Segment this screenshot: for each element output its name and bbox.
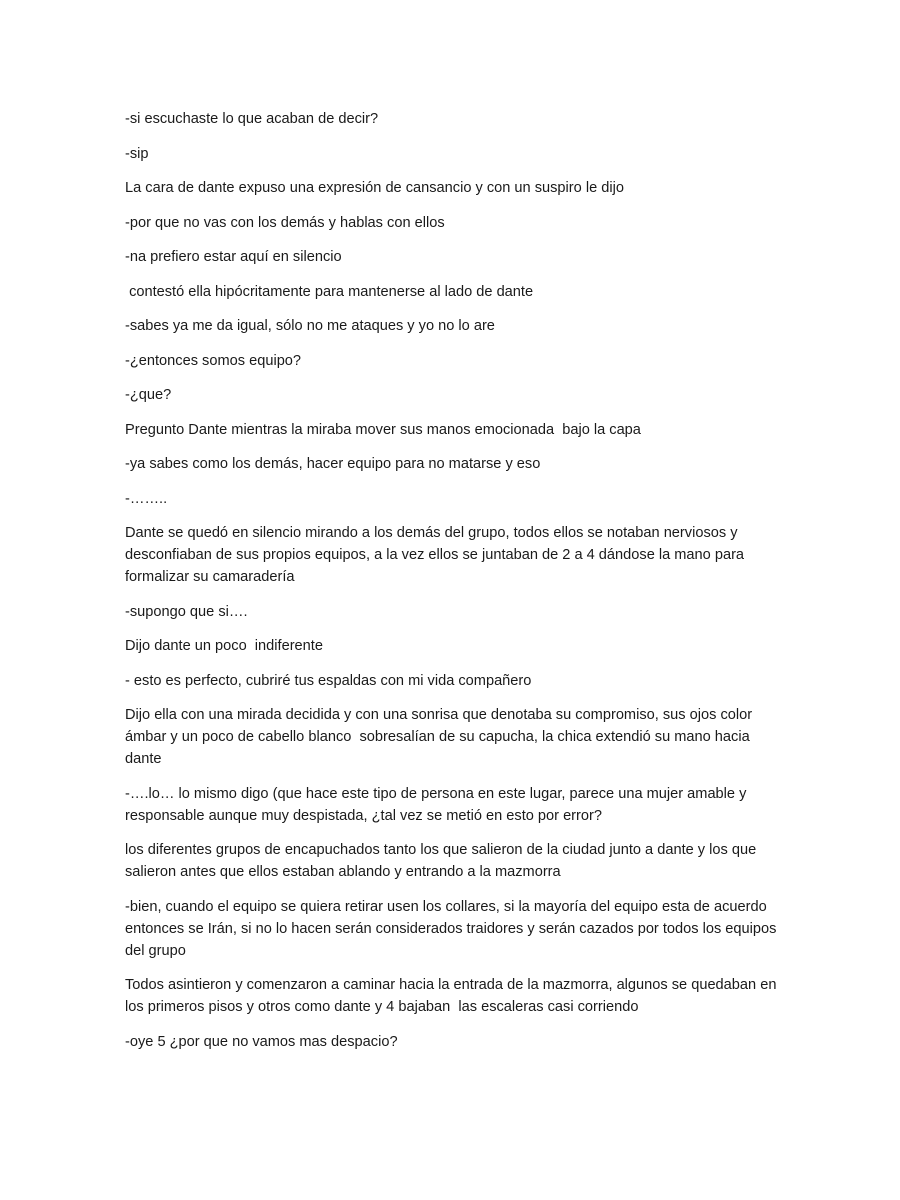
paragraph: -….lo… lo mismo digo (que hace este tipo de persona en este lugar, parece una mujer amable y responsable aunque muy despistada, ¿tal vez se metió en esto por error? [125, 785, 751, 824]
paragraph: Pregunto Dante mientras la miraba mover sus manos emocionada bajo la capa [125, 421, 641, 438]
paragraph: contestó ella hipócritamente para mantenerse al lado de dante [125, 283, 534, 300]
paragraph: -ya sabes como los demás, hacer equipo para no matarse y eso [125, 456, 541, 472]
paragraph: los diferentes grupos de encapuchados tanto los que salieron de la ciudad junto a dante y los que salieron antes que ellos estaban ablando y entrando a la mazmorra [125, 842, 761, 880]
paragraph: -na prefiero estar aquí en silencio [125, 249, 342, 265]
paragraph: -…….. [125, 490, 168, 507]
paragraph: -¿que? [125, 387, 172, 403]
paragraph: -bien, cuando el equipo se quiera retirar usen los collares, si la mayoría del equipo esta de acuerdo entonces se Irán, si no lo hacen serán considerados traidores y serán cazados por todos los equipos del grupo [125, 898, 781, 959]
paragraph: -si escuchaste lo que acaban de decir? [125, 111, 379, 127]
paragraph: La cara de dante expuso una expresión de cansancio y con un suspiro le dijo [125, 180, 624, 196]
paragraph: Dijo dante un poco indiferente [125, 638, 323, 654]
paragraph: Todos asintieron y comenzaron a caminar hacia la entrada de la mazmorra, algunos se quedaban en los primeros pisos y otros como dante y 4 bajaban las escaleras casi corriendo [125, 977, 781, 1015]
paragraph: Dante se quedó en silencio mirando a los demás del grupo, todos ellos se notaban nerviosos y desconfiaban de sus propios equipos, a la vez ellos se juntaban de 2 a 4 dándose la mano para formalizar su camaradería [125, 525, 749, 585]
document-body [125, 108, 785, 1065]
paragraph: -supongo que si…. [125, 603, 248, 620]
paragraph: Dijo ella con una mirada decidida y con una sonrisa que denotaba su compromiso, sus ojos color ámbar y un poco de cabello blanco sobresalían de su capucha, la chica extendió su mano hacia dante [125, 707, 757, 767]
paragraph: -sabes ya me da igual, sólo no me ataques y yo no lo are [125, 318, 495, 334]
paragraph: - esto es perfecto, cubriré tus espaldas con mi vida compañero [125, 672, 532, 689]
paragraph: -¿entonces somos equipo? [125, 352, 302, 369]
paragraph: -por que no vas con los demás y hablas con ellos [125, 214, 445, 231]
paragraph: -oye 5 ¿por que no vamos mas despacio? [125, 1033, 398, 1050]
paragraph: -sip [125, 145, 149, 162]
